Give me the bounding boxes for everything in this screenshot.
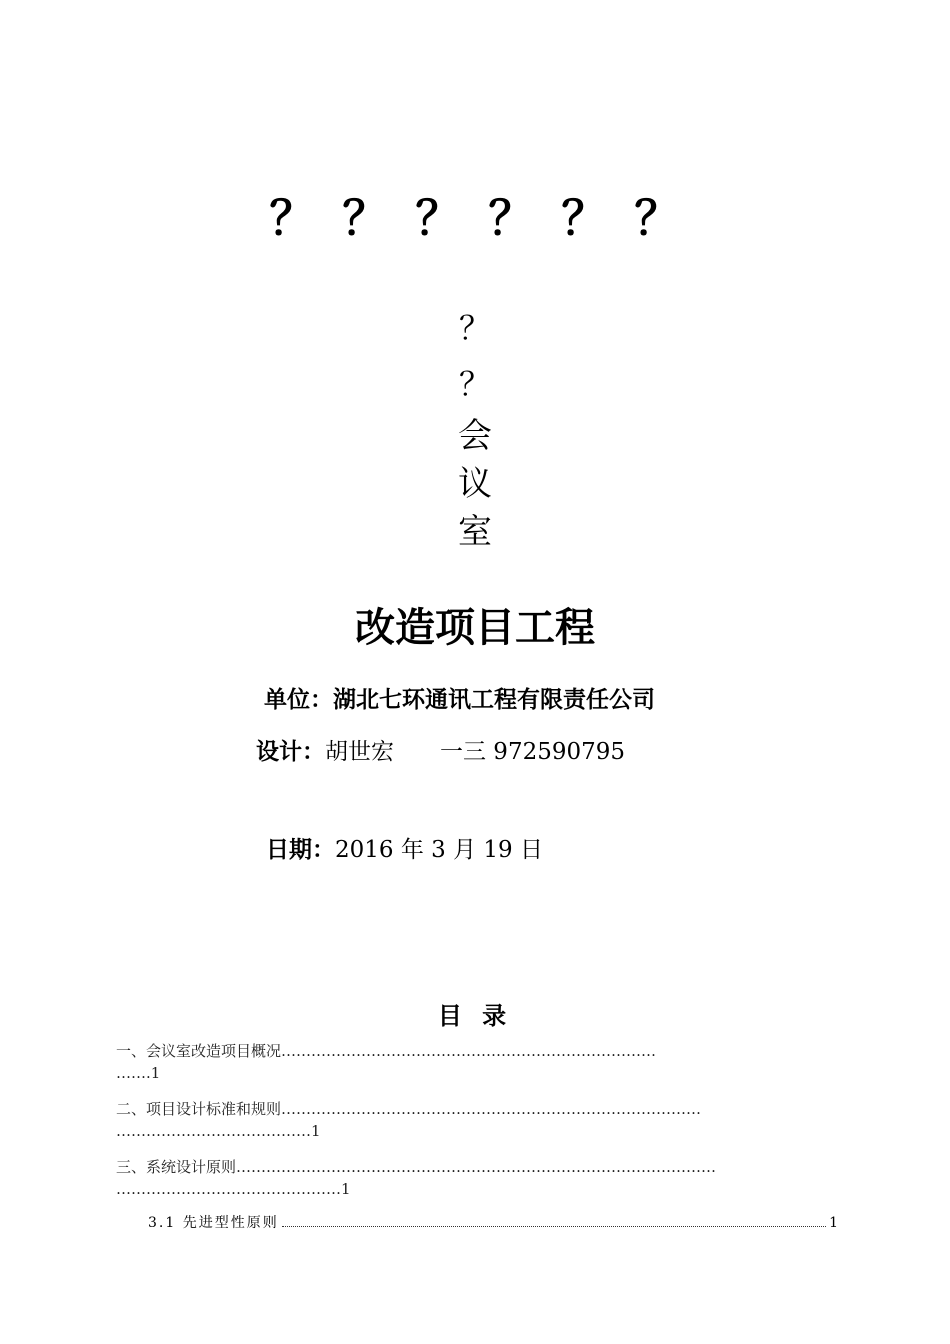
design-value: 胡世宏 一三 972590795	[325, 739, 626, 765]
vertical-char: 室	[458, 512, 492, 552]
toc-leader-dots	[282, 1226, 826, 1227]
title-mark: ？	[415, 191, 462, 245]
unit-value: 湖北七环通讯工程有限责任公司	[333, 686, 655, 713]
date-line	[266, 831, 543, 864]
toc-entry-page: .1	[146, 1064, 161, 1082]
title-mark: ？	[634, 191, 681, 245]
toc-entry[interactable]	[116, 1156, 836, 1200]
toc-entry-line	[116, 1178, 836, 1200]
vertical-char: 议	[458, 464, 492, 504]
cover-title	[0, 182, 950, 248]
toc-subentry[interactable]	[148, 1212, 838, 1234]
toc-entry-line	[116, 1120, 836, 1142]
title-mark: ？	[488, 191, 535, 245]
toc-entry-dots: …………………………………	[116, 1122, 311, 1140]
toc-entry-page: 1	[341, 1180, 351, 1198]
date-value: 2016 年 3 月 19 日	[335, 837, 543, 863]
toc-entry-line: 一、会议室改造项目概况…………………………………………………………………	[116, 1042, 657, 1060]
toc-entry[interactable]	[116, 1098, 836, 1142]
toc-entry-line	[116, 1062, 836, 1084]
toc-entry-line: 二、项目设计标准和规则…………………………………………………………………………	[116, 1100, 702, 1118]
toc-entry-dots: ……	[116, 1064, 146, 1082]
vertical-char: 会	[458, 416, 492, 456]
toc-entry[interactable]	[116, 1040, 836, 1084]
vertical-char: ？	[458, 309, 491, 347]
toc-subentry-label: 3.1 先进型性原则	[148, 1215, 279, 1231]
toc-subentry-page: 1	[829, 1215, 838, 1231]
unit-label: 单位：	[264, 686, 333, 713]
title-mark: ？	[269, 191, 316, 245]
date-label: 日期：	[266, 836, 335, 863]
toc-title: 目 录	[437, 1001, 513, 1030]
design-line	[256, 733, 625, 766]
toc-entry-dots: ………………………………………	[116, 1180, 341, 1198]
vertical-title	[0, 300, 950, 556]
toc-entry-page: 1	[311, 1122, 321, 1140]
design-label: 设计：	[256, 738, 325, 765]
title-mark: ？	[561, 191, 608, 245]
cover-subtitle: 改造项目工程	[355, 604, 595, 651]
vertical-char: ？	[458, 365, 491, 403]
title-mark: ？	[342, 191, 389, 245]
toc-entry-line: 三、系统设计原则……………………………………………………………………………………	[116, 1158, 717, 1176]
unit-line	[264, 681, 655, 714]
